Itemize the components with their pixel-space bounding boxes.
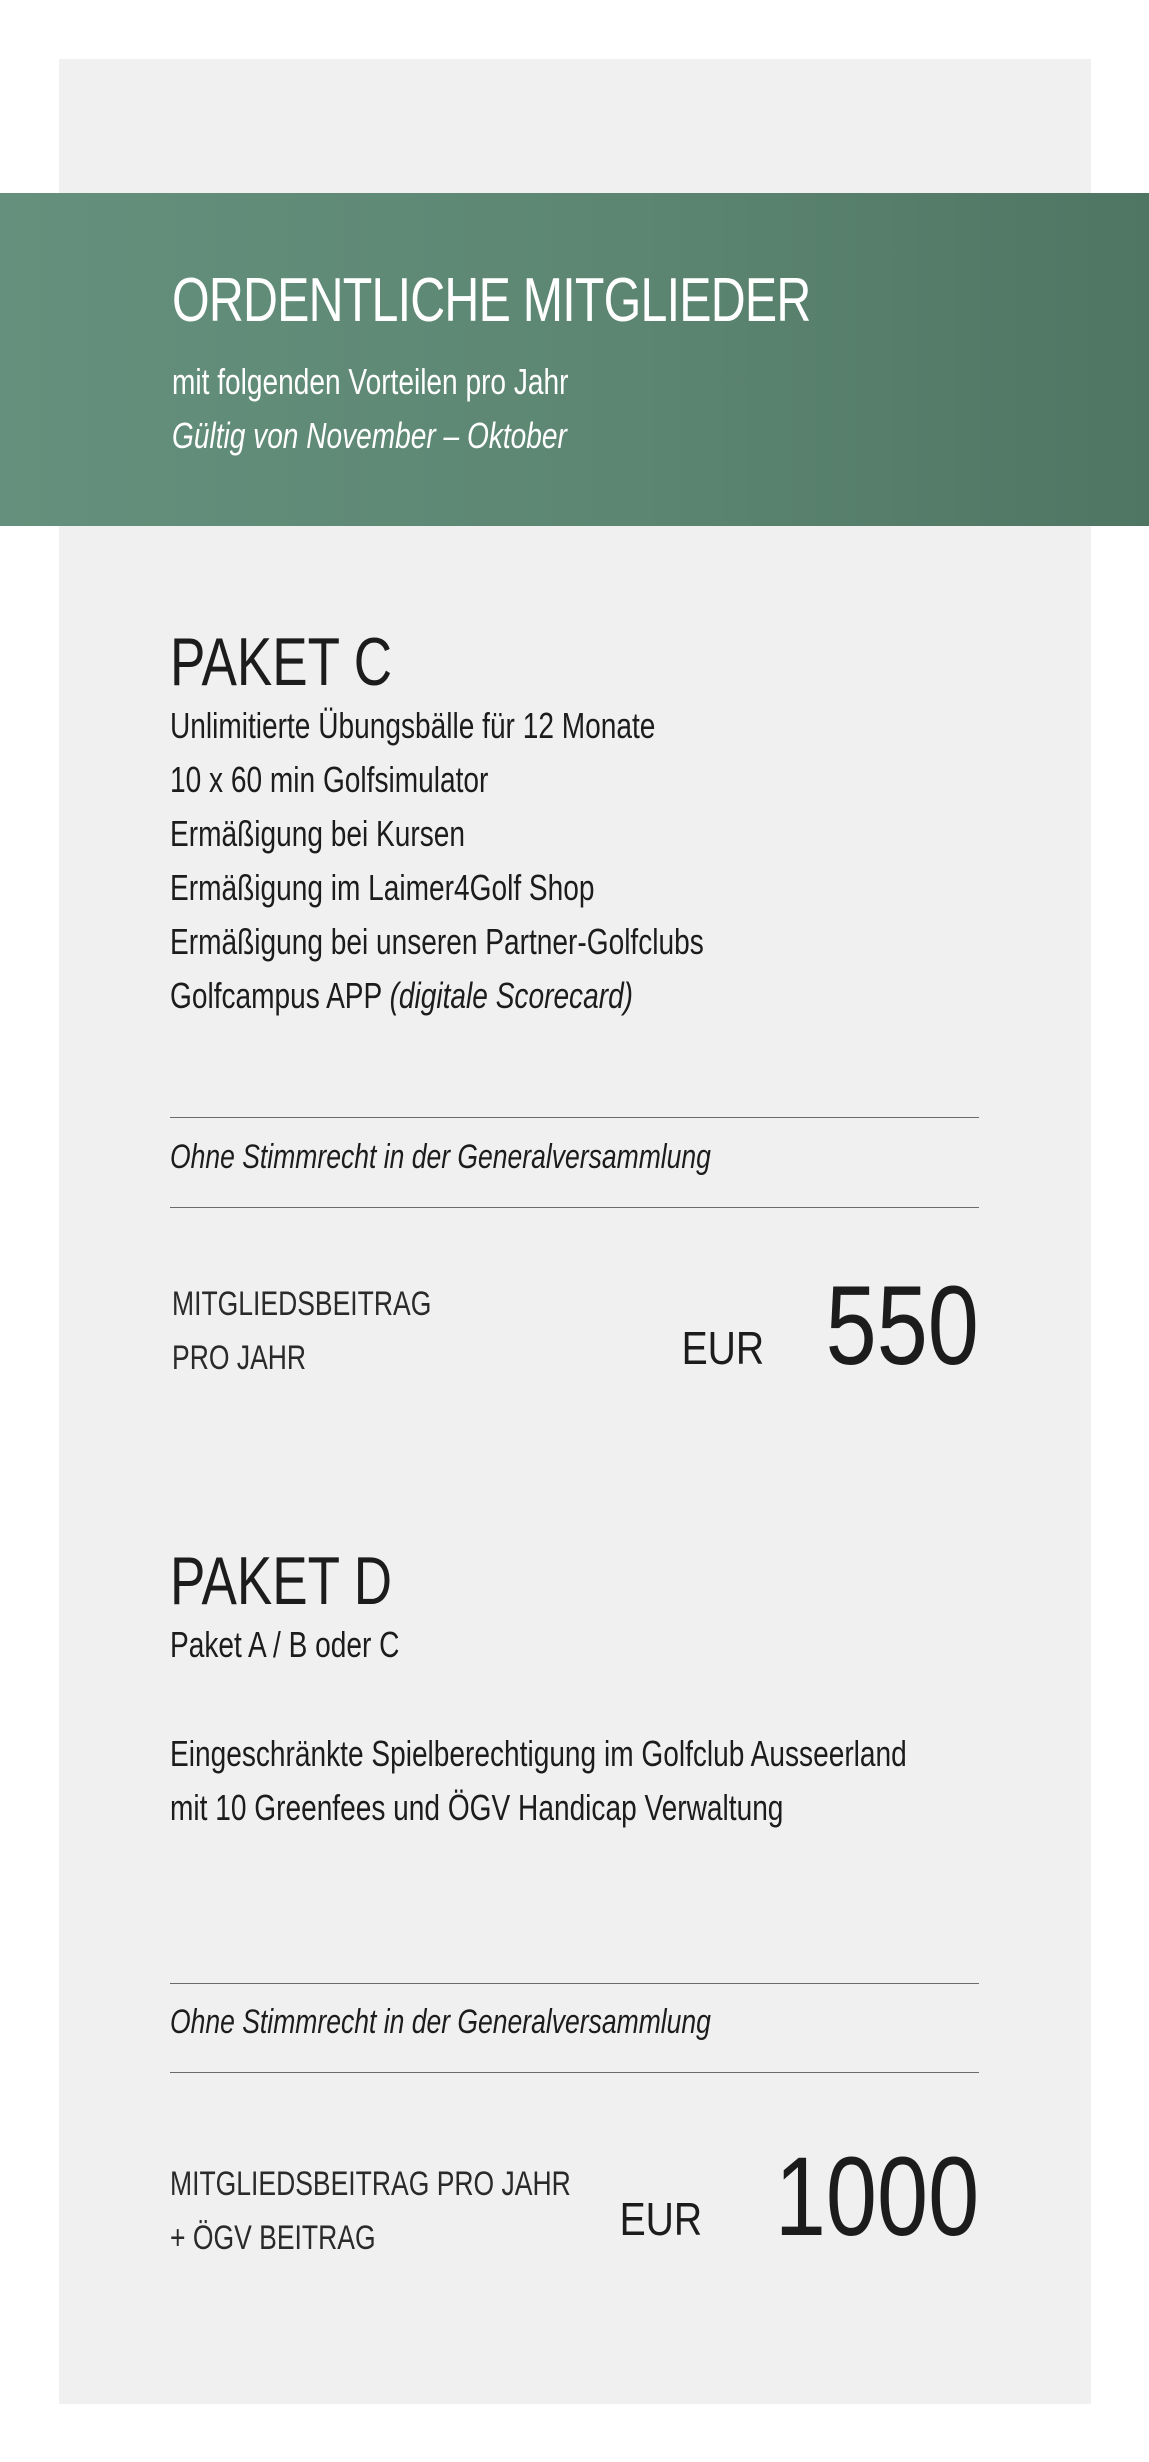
package-d-subtitle-text: Paket A / B oder C <box>170 1624 400 1665</box>
list-item: Unlimitierte Übungsbälle für 12 Monate <box>170 705 656 746</box>
package-d-subtitle <box>170 1618 399 1672</box>
app-feature: Golfcampus APP <box>170 975 382 1016</box>
package-d-title: PAKET D <box>170 1543 393 1619</box>
price-amount: 1000 <box>774 2134 979 2259</box>
fee-label-line: MITGLIEDSBEITRAG <box>172 1285 432 1323</box>
currency: EUR <box>681 1322 765 1374</box>
package-c-fee-label <box>172 1277 431 1385</box>
package-c-voting-note: Ohne Stimmrecht in der Generalversammlung <box>170 1138 711 1176</box>
page-title: ORDENTLICHE MITGLIEDER <box>172 266 811 335</box>
list-item: Ermäßigung im Laimer4Golf Shop <box>170 867 595 908</box>
description-line: mit 10 Greenfees und ÖGV Handicap Verwaltung <box>170 1787 784 1828</box>
list-item: Ermäßigung bei unseren Partner-Golfclubs <box>170 921 704 962</box>
list-item: Ermäßigung bei Kursen <box>170 813 465 854</box>
divider <box>170 1207 979 1208</box>
package-c-features <box>170 699 854 1023</box>
fee-label-line: + ÖGV BEITRAG <box>170 2219 376 2257</box>
header-subtitle: mit folgenden Vorteilen pro Jahr <box>172 361 569 402</box>
divider <box>170 2072 979 2073</box>
package-c-title: PAKET C <box>170 624 393 700</box>
package-d-description <box>170 1727 907 1835</box>
validity-period: Gültig von November – Oktober <box>172 415 567 456</box>
price-amount: 550 <box>825 1263 979 1388</box>
currency: EUR <box>619 2193 702 2245</box>
app-feature-note: (digitale Scorecard) <box>389 975 634 1016</box>
divider <box>170 1983 979 1984</box>
description-line: Eingeschränkte Spielberechtigung im Golfclub Ausseerland <box>170 1733 907 1774</box>
fee-label-line: MITGLIEDSBEITRAG PRO JAHR <box>170 2165 571 2203</box>
package-c-price <box>667 1263 979 1388</box>
divider <box>170 1117 979 1118</box>
list-item: 10 x 60 min Golfsimulator <box>170 759 489 800</box>
fee-label-line: PRO JAHR <box>172 1339 307 1377</box>
list-item <box>170 969 704 1023</box>
package-d-voting-note: Ohne Stimmrecht in der Generalversammlung <box>170 2003 711 2041</box>
package-d-price <box>605 2134 979 2259</box>
header-banner <box>0 193 1149 526</box>
package-d-fee-label <box>170 2157 571 2265</box>
